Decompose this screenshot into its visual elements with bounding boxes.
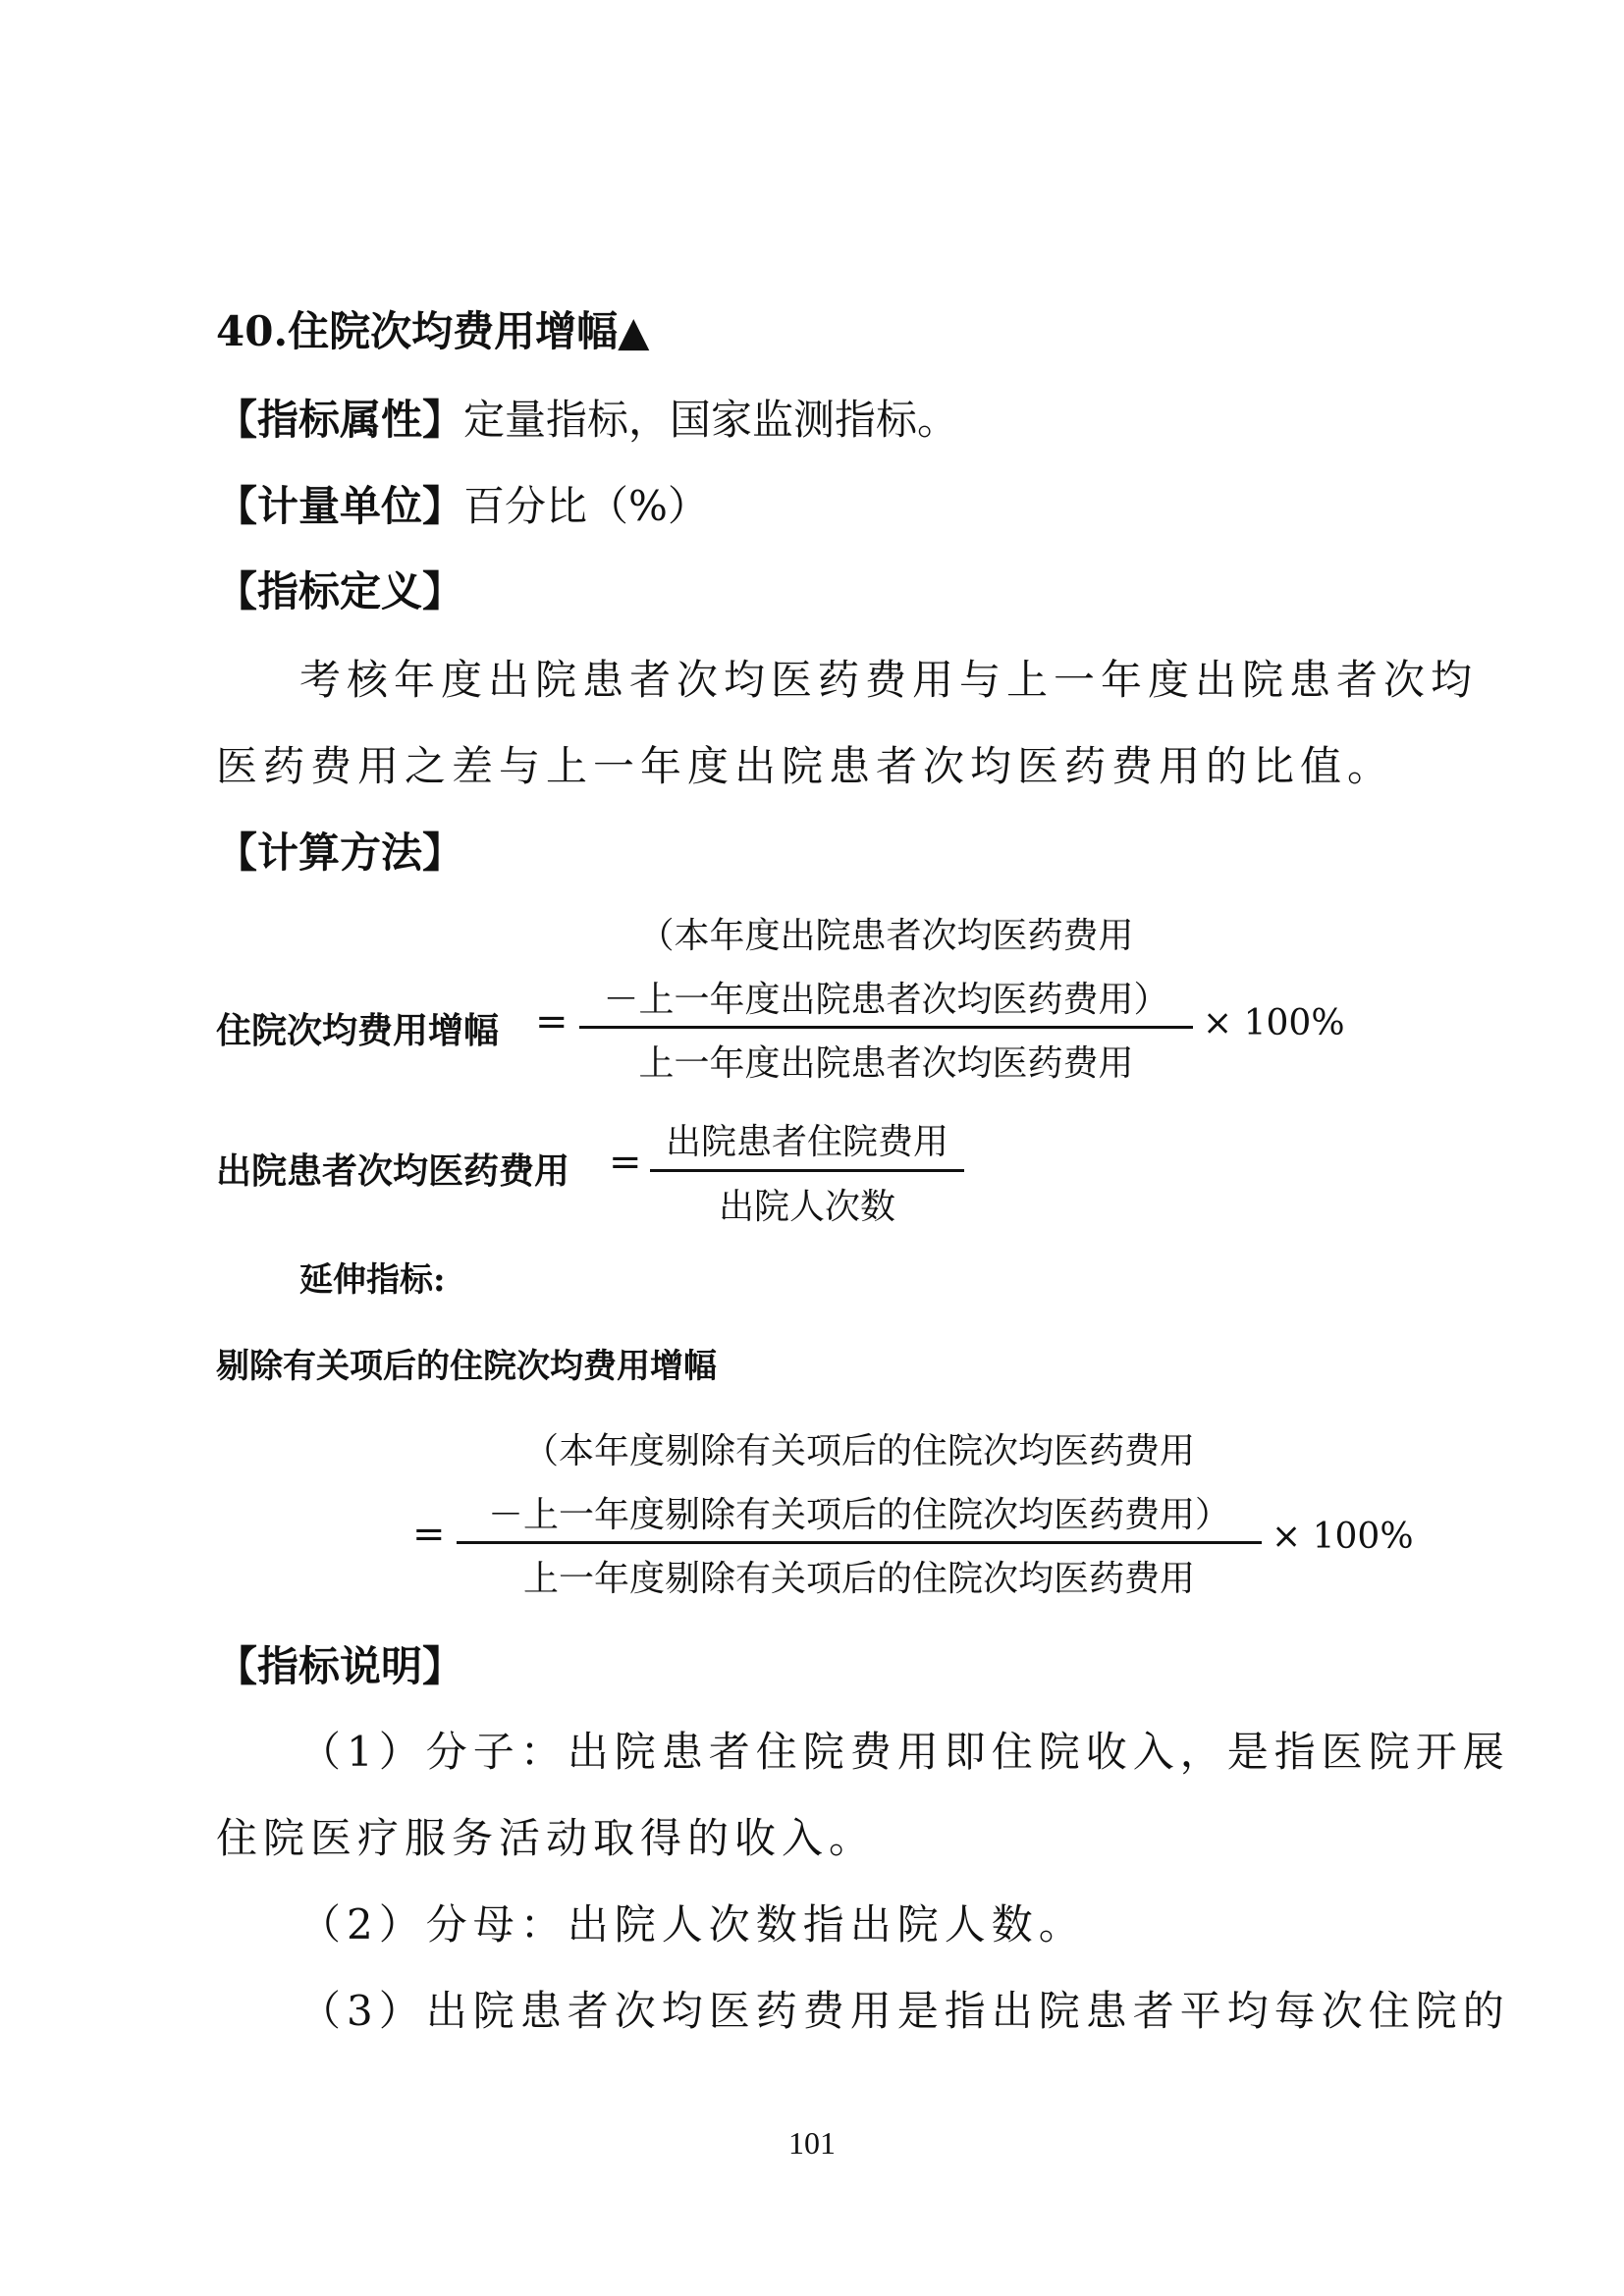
formula1-numerator-2: －上一年度出院患者次均医药费用）: [603, 980, 1169, 1020]
formula2-fraction-bar: [650, 1169, 964, 1172]
formula2-fraction: [650, 1114, 964, 1232]
formula2-numerator: 出院患者住院费用: [665, 1122, 948, 1162]
definition-line-1: 考核年度出院患者次均医药费用与上一年度出院患者次均: [299, 656, 1479, 704]
formula2-lhs: 出院患者次均医药费用: [216, 1150, 570, 1192]
formula1-fraction-bar: [579, 1026, 1193, 1029]
formula1-fraction: [579, 908, 1193, 1085]
extension-title: 剔除有关项后的住院次均费用增幅: [216, 1347, 717, 1386]
unit-row: [216, 474, 709, 533]
formula1-denominator: 上一年度出院患者次均医药费用: [638, 1043, 1134, 1084]
explanation-item-2: （2）分母：出院人次数指出院人数。: [299, 1900, 1086, 1949]
formula3-fraction: [457, 1423, 1262, 1600]
formula2-equals: =: [609, 1140, 642, 1185]
formula2-denominator: 出院人次数: [718, 1187, 895, 1227]
definition-line-2: 医药费用之差与上一年度出院患者次均医药费用的比值。: [216, 742, 1395, 790]
formula3-equals: =: [412, 1512, 446, 1557]
unit-value: 百分比（%）: [463, 482, 709, 530]
formula1-numerator-1: （本年度出院患者次均医药费用: [638, 916, 1134, 956]
formula1-multiplier: × 100%: [1203, 1003, 1345, 1043]
attribute-label: 【指标属性】: [216, 396, 464, 444]
section-title: 40.住院次均费用增幅▲: [216, 307, 650, 355]
formula1-lhs: 住院次均费用增幅: [216, 1010, 500, 1051]
explanation-label: 【指标说明】: [216, 1642, 464, 1690]
attribute-value: 定量指标，国家监测指标。: [463, 396, 959, 444]
formula3-numerator-2: －上一年度剔除有关项后的住院次均医药费用）: [487, 1495, 1230, 1535]
page-number: 101: [788, 2125, 836, 2161]
formula3-multiplier: × 100%: [1272, 1517, 1414, 1557]
formula3-denominator: 上一年度剔除有关项后的住院次均医药费用: [522, 1559, 1195, 1599]
extension-label: 延伸指标:: [299, 1260, 446, 1300]
unit-label: 【计量单位】: [216, 482, 464, 530]
formula3-fraction-bar: [457, 1541, 1262, 1544]
explanation-item-1-line-2: 住院医疗服务活动取得的收入。: [216, 1814, 877, 1862]
explanation-item-3: （3）出院患者次均医药费用是指出院患者平均每次住院的: [299, 1987, 1510, 2035]
formula3-numerator-1: （本年度剔除有关项后的住院次均医药费用: [522, 1431, 1195, 1471]
definition-label: 【指标定义】: [216, 567, 464, 615]
explanation-item-1-line-1: （1）分子：出院患者住院费用即住院收入，是指医院开展: [299, 1728, 1510, 1776]
calculation-label: 【计算方法】: [216, 828, 464, 877]
formula1-equals: =: [535, 999, 568, 1044]
attribute-row: [216, 388, 958, 447]
